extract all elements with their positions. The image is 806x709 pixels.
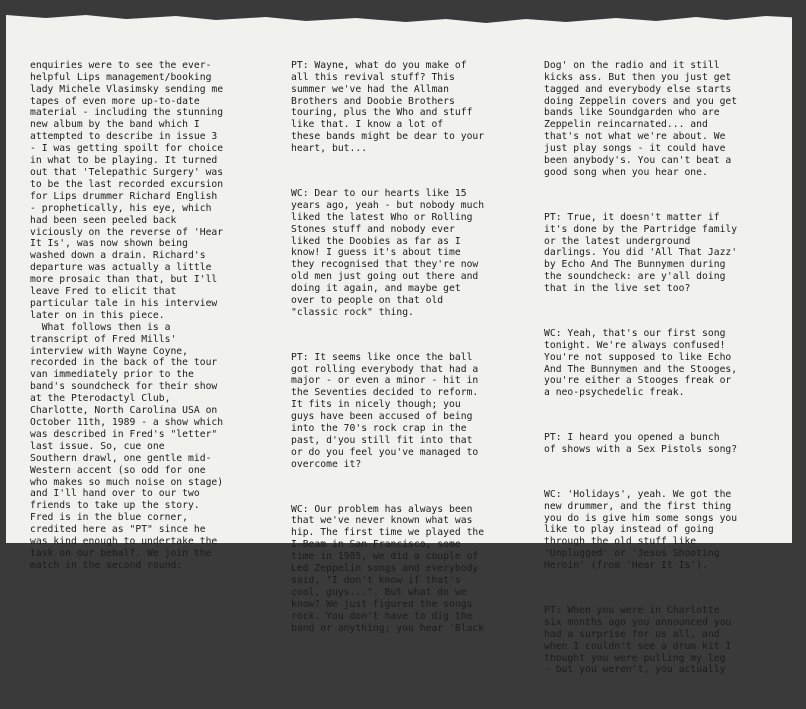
column-2-paragraph-3: PT: It seems like once the ball got rolling everybody that had a major - or even a minor - hit in the Seventies decided to reform. It fits in nicely though; you guys have been accused of being into the 70's rock crap in the past, d'you still fit into that or do you feel you've managed to overcome it? — [291, 351, 479, 470]
column-3-paragraph-3: WC: Yeah, that's our first song tonight. We're always confused! You're not supposed to like Echo And The Bunnymen and the Stooges, you're either a Stooges freak or a neo-psychedelic freak. — [544, 327, 738, 399]
column-3-paragraph-1: Dog' on the radio and it still kicks ass. But then you just get tagged and everybody else starts doing Zeppelin covers and you get bands like Soundgarden who are Zeppelin reincarnated... and that's not what we're about. We just play songs - it could have been anybody's. You can't beat a good song when you hear one. — [544, 59, 738, 178]
column-3-paragraph-2: PT: True, it doesn't matter if it's done by the Partridge family or the latest underground darlings. You did 'All That Jazz' by Echo And The Bunnymen during the soundcheck: are y'all doing that in the live set too? — [544, 211, 738, 295]
page-sheet — [6, 6, 792, 676]
column-2 — [291, 36, 535, 667]
column-3-paragraph-6: PT: When you were in Charlotte six months ago you announced you had a surprise for us all, and when I couldn't see a drum kit I thought you were pulling my leg - but you weren't, you actually — [544, 604, 732, 676]
column-1 — [30, 36, 282, 605]
column-2-paragraph-4: WC: Our problem has always been that we've never known what was hip. The first time we played the I-Beam in San Francisco, some time in 1985, we did a couple of Led Zeppelin songs and everybody said, "I don't know if that's cool, guys...". But what do we know? We just figured the songs rock. You don't have to dig the band or anything; you hear 'Black — [291, 503, 485, 634]
column-2-paragraph-2: WC: Dear to our hearts like 15 years ago, yeah - but nobody much liked the latest Who or Rolling Stones stuff and nobody ever liked the Doobies as far as I know! I guess it's about time they recognised that they're now old men just going out there and doing it again, and maybe get over to people on that old "classic rock" thing. — [291, 187, 485, 318]
column-3-paragraph-5: WC: 'Holidays', yeah. We got the new drummer, and the first thing you do is give him some songs you like to play instead of going through the old stuff like 'Unplugged' or 'Jesus Shooting Heroin' (from 'Hear It Is'). — [544, 488, 738, 572]
column-3-paragraph-4: PT: I heard you opened a bunch of shows with a Sex Pistols song? — [544, 432, 738, 455]
column-3 — [544, 36, 788, 709]
column-1-paragraph-1: enquiries were to see the ever- helpful Lips management/booking lady Michele Vlasimsky sending me tapes of even more up-to-date material - including the stunning new album by the band which I attempted to describe in issue 3 - I was getting spoilt for choice in what to be playing. It turned out that 'Telepathic Surgery' was to be the last recorded excursion for Lips drummer Richard English - prophetically, his eye, which had been seen peeled back viciously on the reverse of 'Hear It Is', was now shown being washed down a drain. Richard's departure was actually a little more prosaic than that, but I'll leave Fred to elicit that particular tale in his interview later on in this piece. What follows then is a transcript of Fred Mills' interview with Wayne Coyne, recorded in the back of the tour van immediately prior to the band's soundcheck for their show at the Pterodactyl Club, Charlotte, North Carolina USA on October 11th, 1989 - a show which was described in Fred's "letter" last issue. So, cue one Southern drawl, one gentle mid- Western accent (so odd for one who makes so much noise on stage) and I'll hand over to our two friends to take up the story. Fred is in the blue corner, credited here as "PT" since he was kind enough to undertake the task on our behalf. We join the match in the second round: — [30, 59, 224, 571]
column-2-paragraph-1: PT: Wayne, what do you make of all this revival stuff? This summer we've had the Allman Brothers and Doobie Brothers touring, plus the Who and stuff like that. I know a lot of these bands might be dear to your heart, but... — [291, 59, 485, 155]
